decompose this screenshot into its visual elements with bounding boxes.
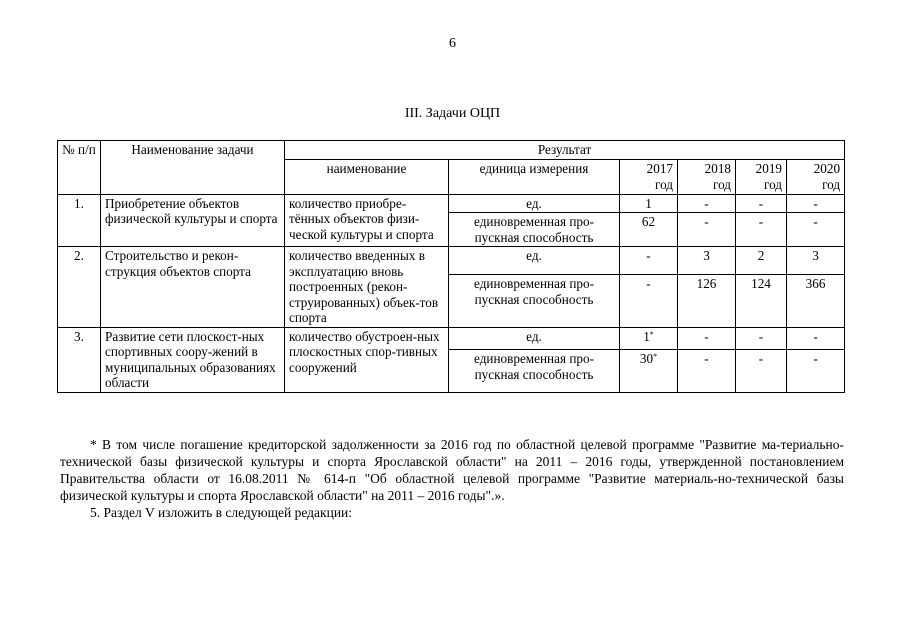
value-cell: 2 <box>736 247 787 275</box>
section-title: III. Задачи ОЦП <box>404 106 501 121</box>
value-cell: - <box>787 213 845 247</box>
tasks-table <box>57 140 845 393</box>
unit-cell: ед. <box>449 247 620 275</box>
value-cell: - <box>787 327 845 350</box>
header-row-1 <box>58 141 845 160</box>
value-cell: 1* <box>620 327 678 350</box>
next-paragraph: 5. Раздел V изложить в следующей редакции: <box>90 505 353 520</box>
row-num: 1. <box>58 194 101 247</box>
value-cell: - <box>736 350 787 392</box>
task-name: Приобретение объектов физической культуры и спорта <box>101 194 285 247</box>
unit-cell: единовременная про-пускная способность <box>449 213 620 247</box>
indicator-name: количество приобре-тённых объектов физи-ческой культуры и спорта <box>285 194 449 247</box>
value-cell: - <box>678 350 736 392</box>
value-cell: - <box>736 194 787 213</box>
value-cell: 1 <box>620 194 678 213</box>
footnote-mark: * <box>649 329 654 339</box>
header-task-name: Наименование задачи <box>101 141 285 195</box>
header-indicator-name: наименование <box>285 159 449 194</box>
page-number: 6 <box>449 36 456 51</box>
value-cell: - <box>678 327 736 350</box>
unit-cell: единовременная про-пускная способность <box>449 275 620 327</box>
value-cell: - <box>736 213 787 247</box>
value-cell: - <box>787 350 845 392</box>
value-cell: - <box>620 275 678 327</box>
value-cell: - <box>620 247 678 275</box>
header-num: № п/п <box>58 141 101 195</box>
unit-cell: ед. <box>449 194 620 213</box>
value-cell: 30* <box>620 350 678 392</box>
footnote-text: * В том числе погашение кредиторской задолженности за 2016 год по областной целевой программе "Развитие ма-териально-технической базы физической культуры и спорта Ярославской области" на 2011 – 2016 годы, утвержденной постановлением Правительства области от 16.08.2011 № 614-п "Об областной целевой программе "Развитие материаль-но-технической базы физической культуры и спорта Ярославской области" на 2011 – 2016 годы".». <box>60 437 844 503</box>
header-unit: единица измерения <box>449 159 620 194</box>
value-cell: - <box>736 327 787 350</box>
indicator-name: количество обустроен-ных плоскостных спор-тивных сооружений <box>285 327 449 392</box>
row-num: 2. <box>58 247 101 328</box>
unit-cell: ед. <box>449 327 620 350</box>
header-year-2017: 2017 год <box>620 159 678 194</box>
value-cell: - <box>678 194 736 213</box>
value-cell: - <box>787 194 845 213</box>
value-cell: 62 <box>620 213 678 247</box>
footnote-block <box>60 436 844 521</box>
value-cell: 366 <box>787 275 845 327</box>
header-year-2018: 2018 год <box>678 159 736 194</box>
unit-cell: единовременная про-пускная способность <box>449 350 620 392</box>
header-year-2020: 2020 год <box>787 159 845 194</box>
table-row <box>58 327 845 350</box>
value-cell: 126 <box>678 275 736 327</box>
table-row <box>58 194 845 213</box>
footnote-mark: * <box>653 352 658 362</box>
value-cell: 3 <box>787 247 845 275</box>
value-cell: 124 <box>736 275 787 327</box>
header-result: Результат <box>285 141 845 160</box>
indicator-name: количество введенных в эксплуатацию вновь построенных (рекон-струированных) объек-тов спорта <box>285 247 449 328</box>
table-row <box>58 247 845 275</box>
row-num: 3. <box>58 327 101 392</box>
task-name: Развитие сети плоскост-ных спортивных соору-жений в муниципальных образованиях области <box>101 327 285 392</box>
value-cell: 3 <box>678 247 736 275</box>
task-name: Строительство и рекон-струкция объектов спорта <box>101 247 285 328</box>
header-year-2019: 2019 год <box>736 159 787 194</box>
value-cell: - <box>678 213 736 247</box>
